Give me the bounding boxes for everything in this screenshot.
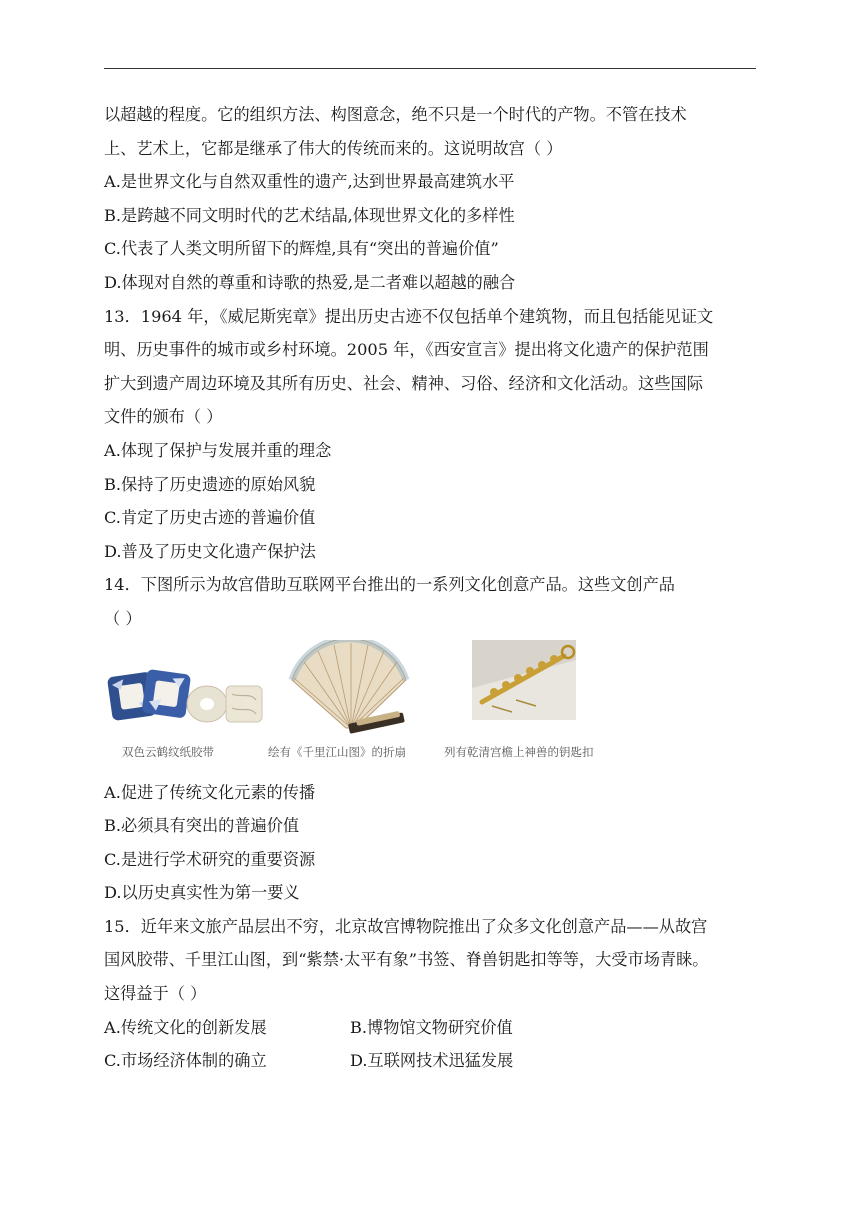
q13-option-c: C.肯定了历史古迹的普遍价值 bbox=[104, 508, 316, 528]
document-body bbox=[104, 98, 756, 1078]
q15-option-d: D.互联网技术迅猛发展 bbox=[350, 1051, 514, 1071]
q13-stem-line-1: 13．1964 年，《威尼斯宪章》提出历史古迹不仅包括单个建筑物，而且包括能见证文 bbox=[104, 306, 714, 326]
q12-option-d: D.体现对自然的尊重和诗歌的热爱,是二者难以超越的融合 bbox=[104, 272, 516, 292]
q12-option-b: B.是跨越不同文明时代的艺术结晶,体现世界文化的多样性 bbox=[104, 205, 515, 225]
q14-stem-line-2: （ ） bbox=[104, 608, 142, 628]
header-rule bbox=[104, 68, 756, 69]
q13-stem-line-3: 扩大到遗产周边环境及其所有历史、社会、精神、习俗、经济和文化活动。这些国际 bbox=[104, 373, 703, 393]
q15-stem-line-2: 国风胶带、千里江山图，到“紫禁·太平有象”书签、脊兽钥匙扣等等，大受市场青睐。 bbox=[104, 950, 709, 970]
caption-paper-tape: 双色云鹤纹纸胶带 bbox=[122, 744, 214, 759]
q13-stem-line-2: 明、历史事件的城市或乡村环境。2005 年，《西安宣言》提出将文化遗产的保护范围 bbox=[104, 340, 709, 360]
q15-stem-line-3: 这得益于（ ） bbox=[104, 984, 207, 1004]
q14-stem-line-1: 14．下图所示为故宫借助互联网平台推出的一系列文化创意产品。这些文创产品 bbox=[104, 575, 675, 595]
q14-option-b: B.必须具有突出的普遍价值 bbox=[104, 816, 300, 836]
q13-option-a: A.体现了保护与发展并重的理念 bbox=[104, 440, 332, 460]
caption-keychain: 列有乾清宫檐上神兽的钥匙扣 bbox=[444, 744, 594, 759]
keychain-image bbox=[472, 640, 576, 720]
q12-stem-line-2: 上、艺术上，它都是继承了伟大的传统而来的。这说明故宫（ ） bbox=[104, 138, 563, 158]
q14-product-figure bbox=[104, 640, 756, 770]
q15-option-b: B.博物馆文物研究价值 bbox=[350, 1017, 513, 1037]
q14-option-a: A.促进了传统文化元素的传播 bbox=[104, 782, 316, 802]
caption-folding-fan: 绘有《千里江山图》的折扇 bbox=[268, 744, 406, 759]
q15-stem-line-1: 15．近年来文旅产品层出不穷，北京故宫博物院推出了众多文化创意产品——从故宫 bbox=[104, 916, 708, 936]
q12-option-c: C.代表了人类文明所留下的辉煌,具有“突出的普遍价值” bbox=[104, 239, 499, 259]
q14-option-d: D.以历史真实性为第一要义 bbox=[104, 883, 300, 903]
q15-option-c: C.市场经济体制的确立 bbox=[104, 1051, 267, 1071]
q15-option-a: A.传统文化的创新发展 bbox=[104, 1017, 267, 1037]
q13-option-b: B.保持了历史遗迹的原始风貌 bbox=[104, 474, 316, 494]
paper-tape-image bbox=[104, 658, 268, 730]
q15-options-row-1 bbox=[104, 1011, 756, 1045]
q13-option-d: D.普及了历史文化遗产保护法 bbox=[104, 541, 316, 561]
q14-option-c: C.是进行学术研究的重要资源 bbox=[104, 849, 316, 869]
q12-stem-line-1: 以超越的程度。它的组织方法、构图意念，绝不只是一个时代的产物。不管在技术 bbox=[104, 105, 687, 124]
q13-stem-line-4: 文件的颁布（ ） bbox=[104, 407, 223, 427]
q15-options-row-2 bbox=[104, 1044, 756, 1078]
q12-option-a: A.是世界文化与自然双重性的遗产,达到世界最高建筑水平 bbox=[104, 172, 515, 192]
folding-fan-image bbox=[284, 640, 414, 738]
